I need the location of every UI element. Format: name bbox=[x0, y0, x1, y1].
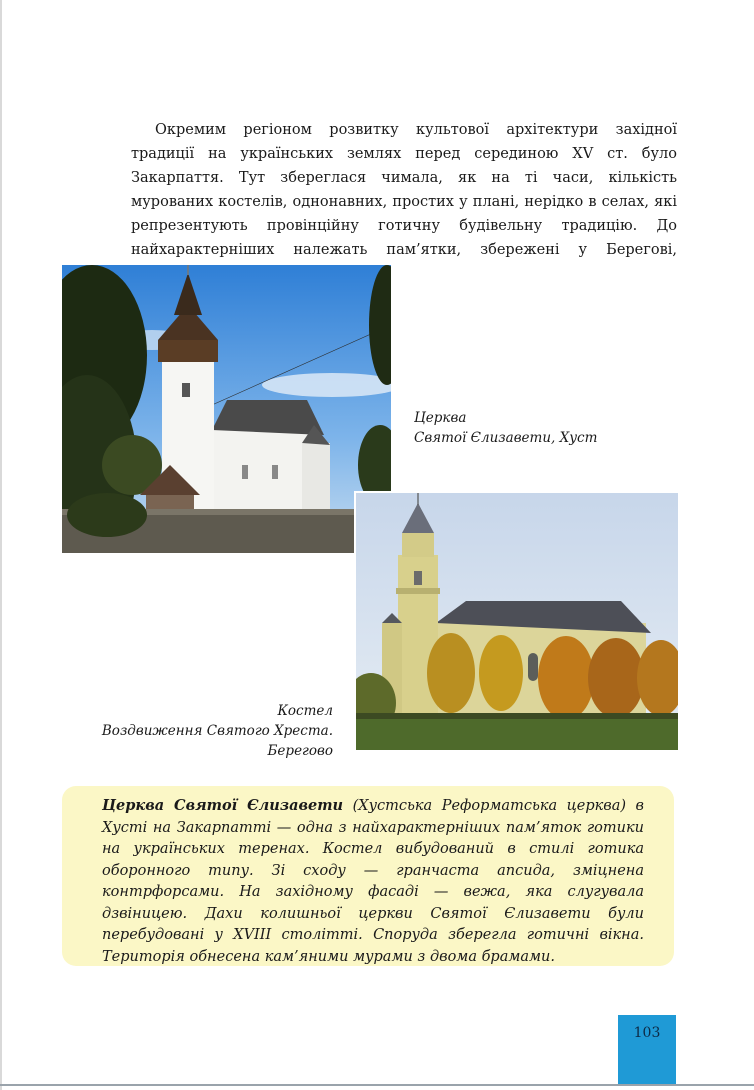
photo2-caption-line2: Воздвиження Святого Хреста. bbox=[101, 723, 333, 739]
photo2-caption bbox=[90, 701, 333, 761]
info-box-text bbox=[102, 795, 644, 968]
page-number-tab bbox=[618, 1015, 676, 1084]
info-box-body: (Хустська Реформатська церква) в Хусті на Закарпатті — одна з найхарактерніших пам’яток готики на українських теренах. Костел вибудований в стилі готика оборонного типу. Зі сходу — гранчаста апсида, зміцнена контрфорсами. На західному фасаді — вежа, яка слугувала дзвіницею. Дахи колишньої церкви Святої Єлизавети були перебудовані у XVIII столітті. Споруда зберегла готичні вікна. Територія обнесена кам’яними мурами з двома брамами. bbox=[102, 798, 644, 965]
bottom-rule bbox=[0, 1084, 754, 1086]
info-box bbox=[62, 786, 674, 966]
intro-paragraph: Окремим регіоном розвитку культової архітектури західної традиції на українських землях перед серединою XV ст. було Закарпаття. Тут збереглася чимала, як на ті часи, кількість мурованих костелів, однонавних, простих у плані, нерідко в селах, які репрезентують провінційну готичну будівельну традицію. До найхарактерніших належать пам’ятки, збережені у Берегові, bbox=[131, 122, 677, 258]
page-number: 103 bbox=[633, 1025, 661, 1041]
page-edge bbox=[0, 0, 2, 1090]
photo2-caption-line1: Костел bbox=[277, 703, 333, 719]
photo1-caption-line2: Святої Єлизавети, Хуст bbox=[414, 430, 598, 446]
photo2-caption-line3: Берегово bbox=[267, 743, 333, 759]
photo1-caption-line1: Церква bbox=[414, 410, 467, 426]
photo-church-holy-cross bbox=[354, 491, 680, 752]
photo-church-st-elizabeth bbox=[62, 265, 391, 553]
info-box-lead: Церква Святої Єлизавети bbox=[102, 797, 344, 814]
photo1-caption bbox=[414, 408, 597, 448]
